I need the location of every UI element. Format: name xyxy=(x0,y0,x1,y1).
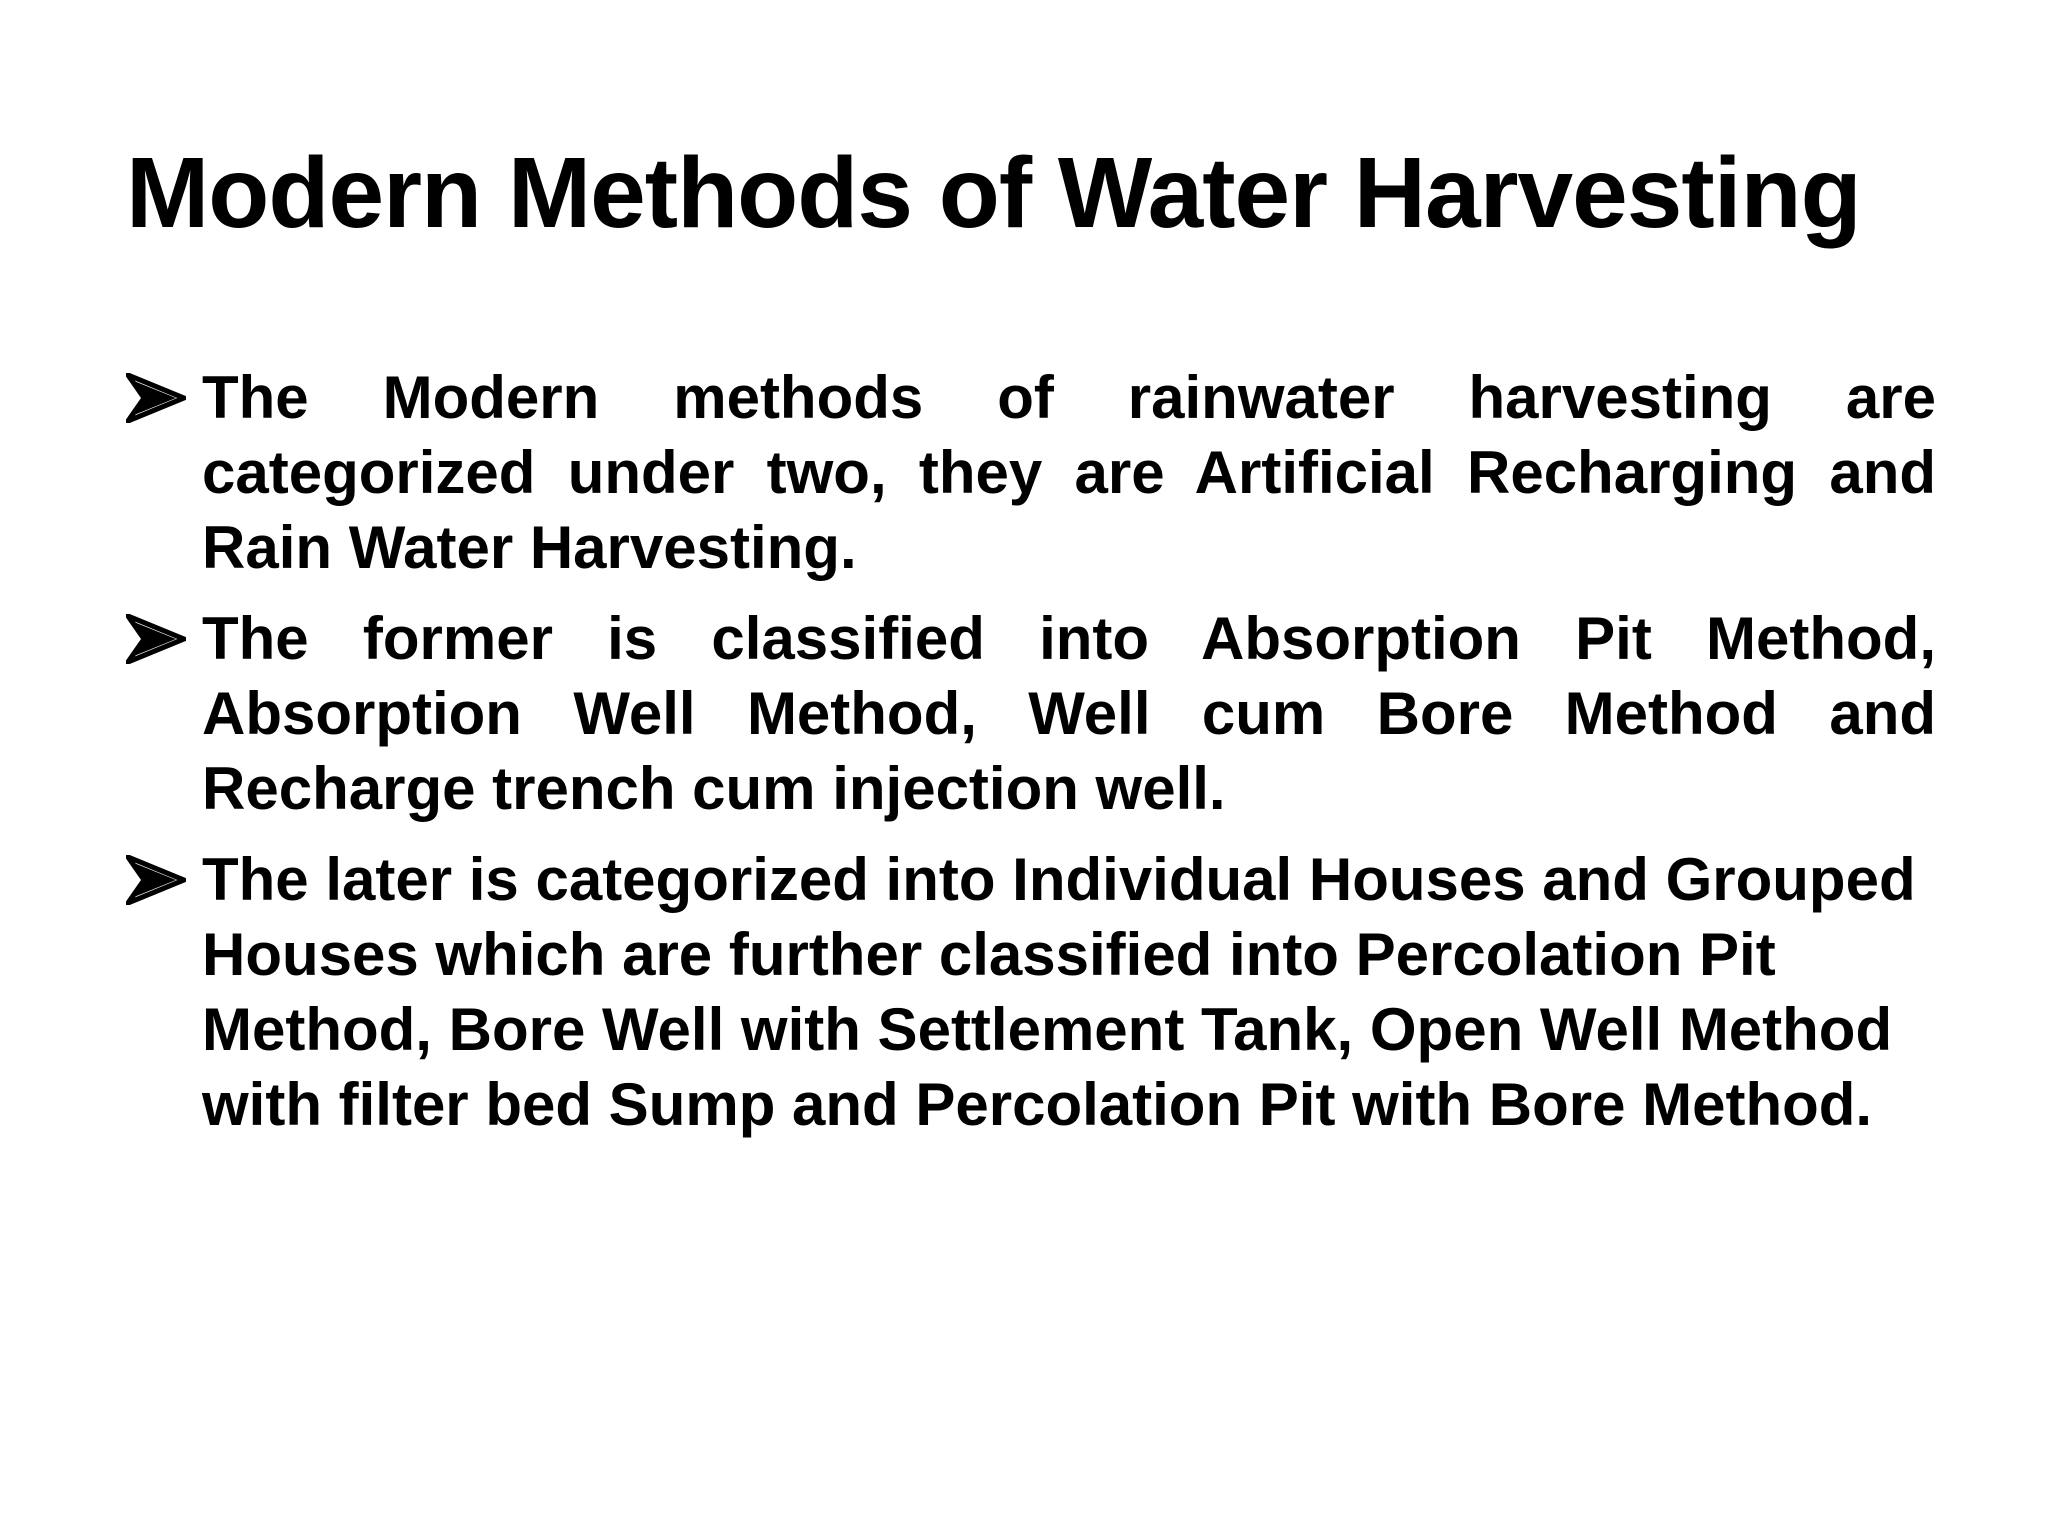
bullet-list xyxy=(126,360,1936,1158)
bullet-text: The later is categorized into Individual Houses and Grouped Houses which are further classified into Percolation Pit Method, Bore Well with Settlement Tank, Open Well Method with filter bed Sump and Percolation Pit with Bore Method. xyxy=(202,846,1916,1138)
bullet-text: The former is classified into Absorption Pit Method, Absorption Well Method, Well cum Bore Method and Recharge trench cum injection well. xyxy=(202,605,1936,822)
bullet-item xyxy=(126,360,1936,585)
arrowhead-bullet-icon xyxy=(126,842,202,917)
slide-title: Modern Methods of Water Harvesting xyxy=(126,137,1861,249)
bullet-text: The Modern methods of rainwater harvesting are categorized under two, they are Artificial Recharging and Rain Water Harvesting. xyxy=(202,364,1936,581)
arrowhead-bullet-icon xyxy=(126,601,202,676)
bullet-item xyxy=(126,601,1936,826)
arrowhead-bullet-icon xyxy=(126,360,202,435)
bullet-item xyxy=(126,842,1936,1142)
